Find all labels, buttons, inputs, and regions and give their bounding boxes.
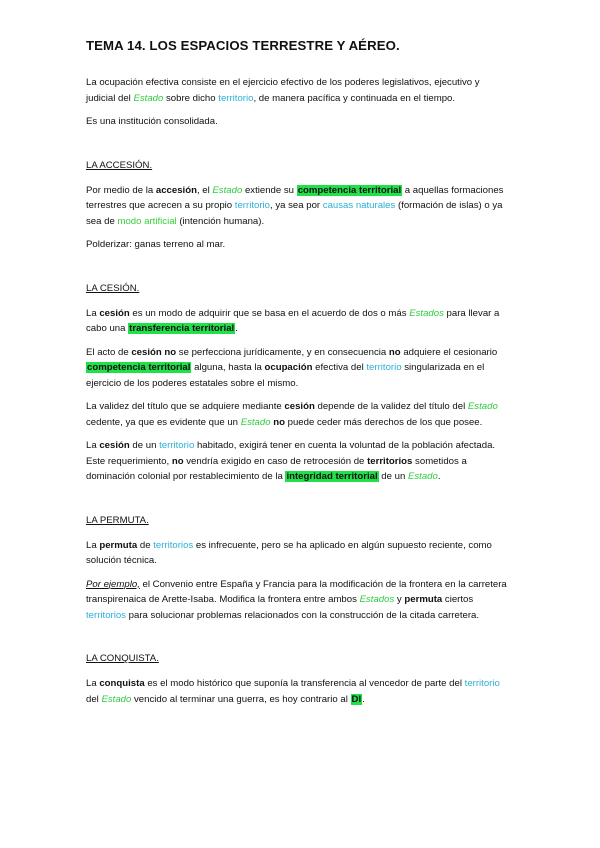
text-run: vencido al terminar una guerra, es hoy contrario al — [131, 693, 351, 705]
text-run: vendría exigido en caso de retrocesión de — [183, 455, 368, 467]
text-run: . — [235, 323, 238, 334]
section-heading: LA ACCESIÓN. — [86, 159, 153, 171]
text-run: depende de la validez del título del — [314, 401, 468, 412]
bold-term: cesión — [99, 440, 130, 451]
highlighted-term: competencia territorial — [87, 362, 191, 373]
estado-term: Estado — [133, 92, 164, 104]
highlighted-term: DI — [351, 693, 362, 705]
section-heading: LA CONQUISTA. — [86, 653, 159, 664]
text-run: del — [86, 693, 102, 705]
text-run: para llevar a cabo una — [86, 307, 500, 334]
section-permuta — [86, 513, 510, 624]
section-heading: LA CESIÓN. — [86, 282, 140, 294]
estado-term: Estado — [212, 184, 243, 196]
text-run: de un — [378, 471, 408, 482]
territorio-term: territorios — [86, 609, 126, 621]
territorio-term: causas naturales — [322, 200, 396, 211]
bold-term: territorios — [367, 455, 413, 467]
text-run: adquiere el cesionario — [400, 346, 498, 358]
text-run: El acto de — [86, 346, 132, 358]
bold-term: conquista — [99, 678, 145, 689]
text-run: sometidos a dominación colonial por restablecimiento de la — [86, 455, 467, 482]
text-run: es el modo histórico que suponía la transferencia al vencedor de parte del — [144, 678, 465, 689]
text-run: cedente, ya que es evidente que un — [86, 416, 241, 428]
text-run: habitado, exigirá tener en cuenta la voluntad de la población afectada. Este requerimiento, — [86, 440, 496, 467]
highlighted-term: transferencia territorial — [129, 323, 235, 334]
paragraph — [86, 399, 510, 430]
text-run: Polderizar: ganas terreno al mar. — [86, 239, 226, 250]
text-run: La — [86, 539, 100, 551]
text-run: es un modo de adquirir que se basa en el acuerdo de dos o más — [129, 307, 410, 319]
bold-term: cesión — [99, 307, 130, 319]
text-run: La ocupación efectiva consiste en el ejercicio efectivo de los poderes legislativos, ejecutivo y judicial del — [86, 77, 480, 104]
text-run: . — [362, 693, 365, 705]
text-run: sobre dicho — [163, 92, 219, 104]
section-conquista — [86, 651, 510, 707]
text-run: , de manera pacífica y continuada en el tiempo. — [253, 92, 456, 104]
bold-term: accesión — [155, 184, 197, 196]
text-run: (intención humana). — [176, 215, 265, 227]
bold-term: ocupación — [264, 362, 313, 373]
highlight-term: modo artificial — [117, 215, 177, 227]
territorio-term: territorio — [366, 362, 402, 373]
text-run: , ya sea por — [269, 200, 323, 211]
territorio-term: territorio — [159, 440, 195, 451]
estado-term: Estado — [240, 416, 271, 428]
text-run: ciertos — [442, 594, 474, 605]
text-run: efectiva del — [312, 362, 367, 373]
paragraph — [86, 237, 510, 253]
highlighted-term: integridad territorial — [286, 471, 378, 482]
bold-term: no — [388, 346, 401, 358]
text-run: (formación de islas) o ya sea de — [86, 200, 503, 227]
text-run: puede ceder más derechos de los que posee. — [284, 416, 483, 428]
text-run: y — [394, 594, 405, 605]
text-run: La — [86, 440, 100, 451]
paragraph — [86, 345, 510, 392]
estado-term: Estado — [467, 401, 498, 412]
bold-term: cesión no — [131, 346, 177, 358]
text-run: La validez del título que se adquiere mediante — [86, 401, 285, 412]
paragraph — [86, 183, 510, 230]
paragraph — [86, 438, 510, 485]
territorio-term: territorio — [218, 92, 254, 104]
text-run: de — [137, 539, 154, 551]
text-run: Es una institución consolidada. — [86, 116, 218, 127]
bold-term: no — [171, 455, 184, 467]
text-run: el Convenio entre España y Francia para la modificación de la frontera en la carretera transpirenaica de Arette-Isaba. Modifica la frontera entre ambos — [86, 578, 507, 605]
section-accesion — [86, 158, 510, 253]
territorio-term: territorio — [464, 678, 500, 689]
estado-term: Estado — [407, 471, 438, 482]
text-run: de un — [129, 440, 160, 451]
text-run: es infrecuente, pero se ha aplicado en algún supuesto reciente, como solución técnica. — [86, 539, 492, 566]
highlighted-term: competencia territorial — [297, 184, 402, 196]
intro-paragraph — [86, 75, 510, 106]
paragraph — [86, 538, 510, 569]
example-label: Por ejemplo, — [86, 578, 140, 590]
paragraph — [86, 577, 510, 624]
text-run: a aquellas formaciones terrestres que acrecen a su propio — [86, 184, 504, 211]
intro-paragraph — [86, 114, 510, 130]
bold-term: permuta — [99, 539, 138, 551]
bold-term: cesión — [284, 401, 315, 412]
text-run: singularizada en el ejercicio de los poderes estatales sobre el mismo. — [86, 362, 485, 389]
paragraph — [86, 306, 510, 337]
paragraph — [86, 676, 510, 707]
text-run: . — [437, 471, 441, 482]
page-title: TEMA 14. LOS ESPACIOS TERRESTRE Y AÉREO. — [86, 38, 400, 53]
text-run: La — [86, 678, 100, 689]
bold-term: permuta — [404, 594, 443, 605]
text-run: alguna, hasta la — [191, 362, 265, 373]
territorio-term: territorios — [153, 539, 194, 551]
territorio-term: territorio — [234, 200, 270, 211]
estado-term: Estados — [359, 594, 395, 605]
text-run: para solucionar problemas relacionados con la construcción de la citada carretera. — [125, 609, 480, 621]
text-run: Por medio de la — [86, 184, 156, 196]
estado-term: Estados — [409, 307, 444, 319]
text-run: La — [86, 307, 100, 319]
estado-term: Estado — [101, 693, 132, 705]
section-heading: LA PERMUTA. — [86, 514, 149, 526]
text-run: , el — [196, 184, 213, 196]
text-run: se perfecciona jurídicamente, y en consecuencia — [176, 346, 389, 358]
text-run: extiende su — [242, 184, 297, 196]
bold-term: no — [273, 416, 285, 428]
section-cesion — [86, 281, 510, 485]
